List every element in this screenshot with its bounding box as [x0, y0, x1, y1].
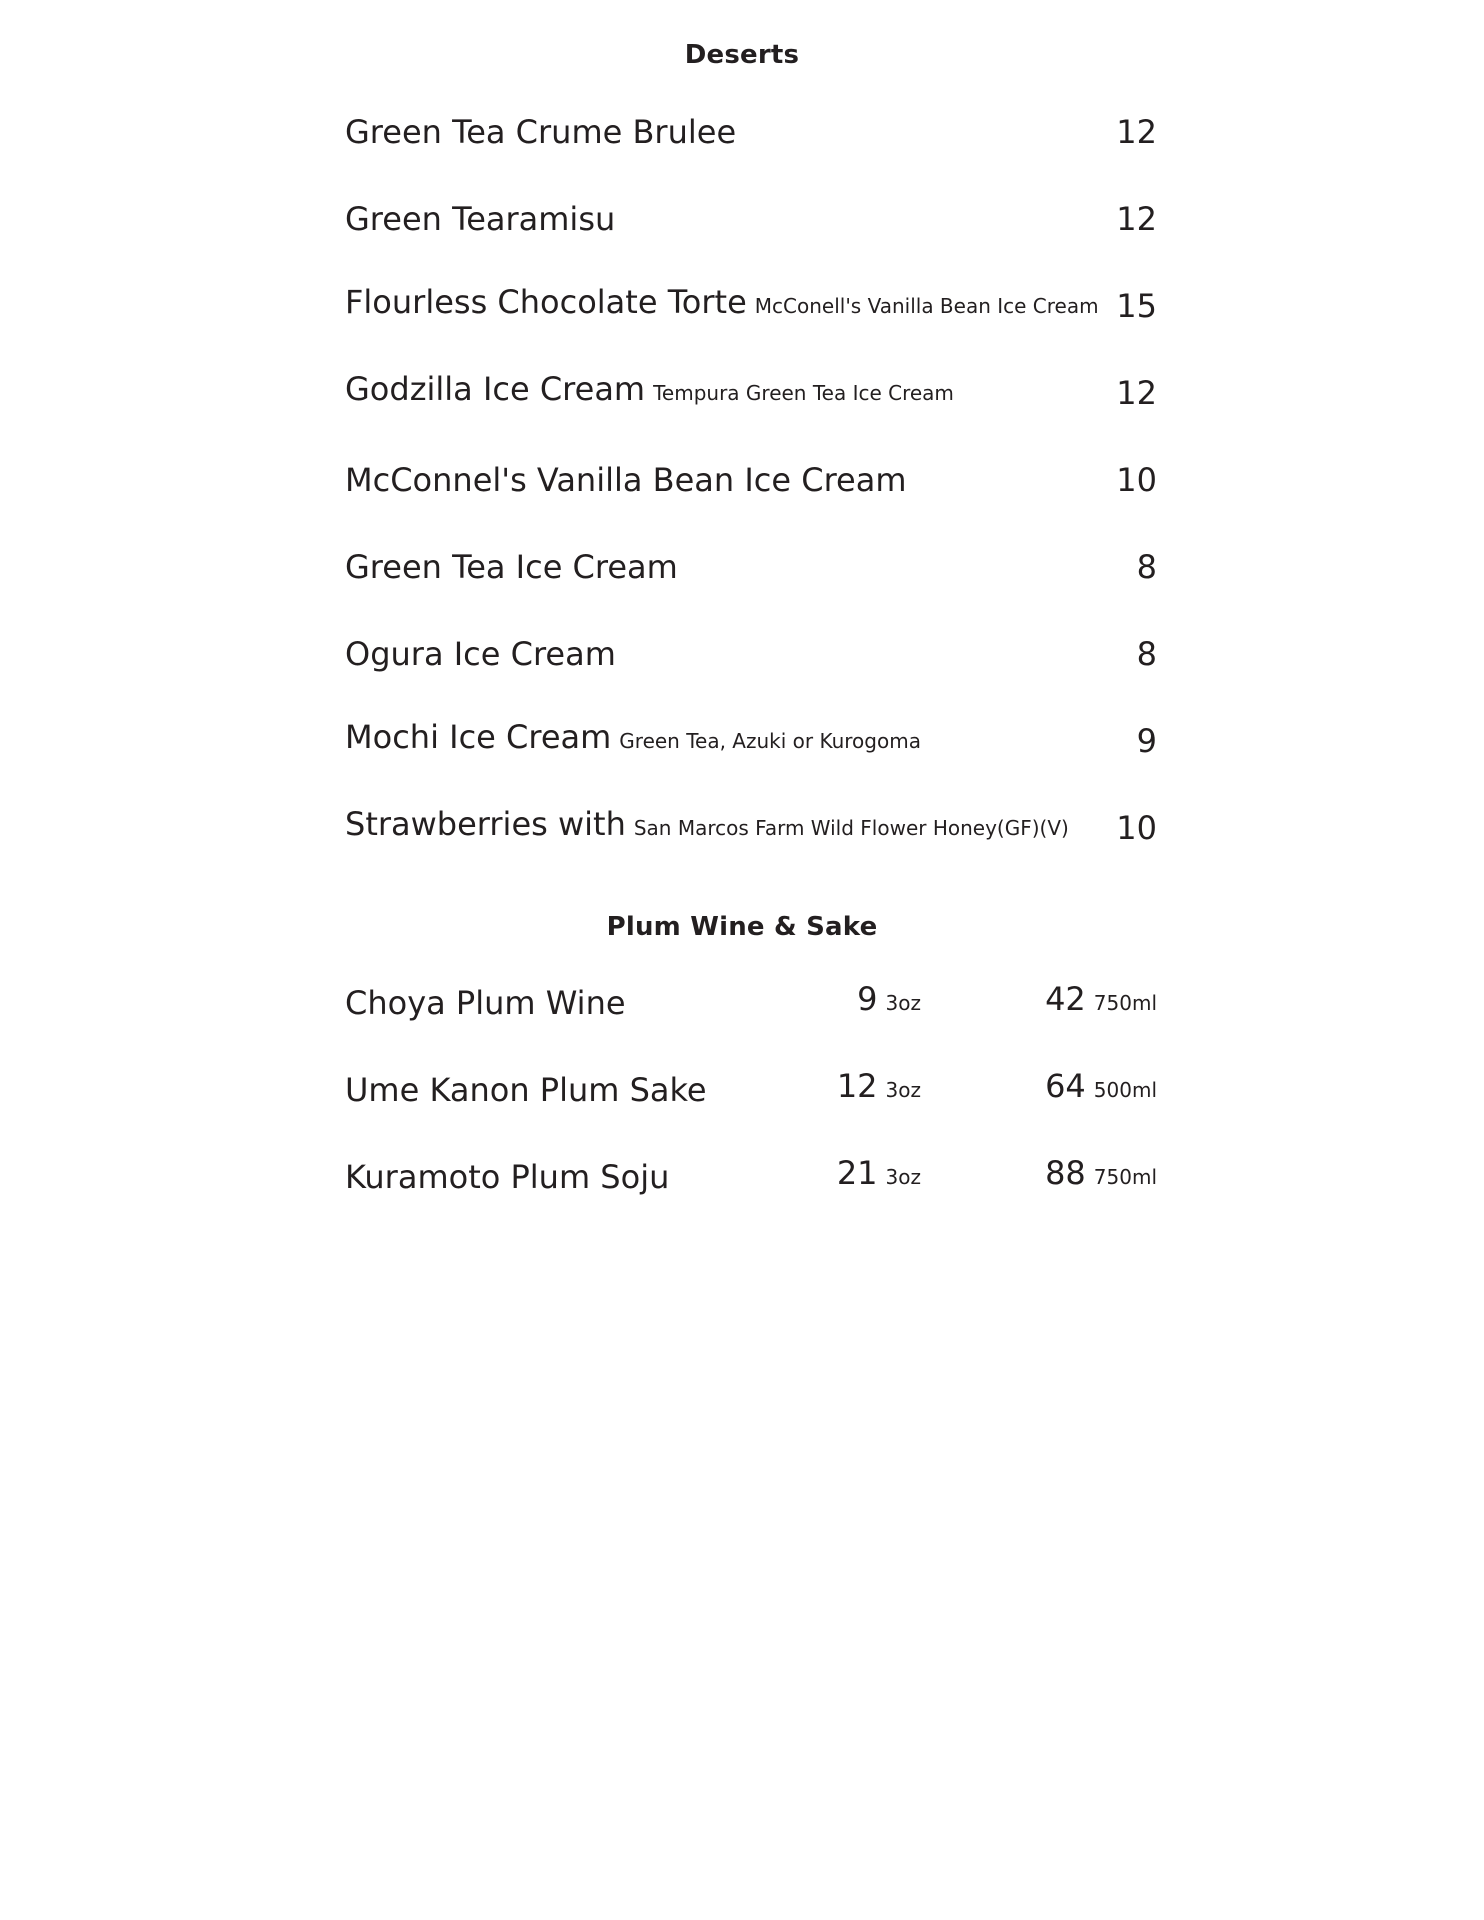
wine-item	[345, 981, 1157, 1031]
dessert-price: 8	[1136, 548, 1157, 586]
dessert-item	[345, 719, 1157, 769]
dessert-name: Green Tearamisu	[345, 200, 616, 238]
wine-bottle-price: 64 500ml	[1045, 1067, 1157, 1105]
dessert-name: Green Tea Crume Brulee	[345, 113, 737, 151]
wine-glass-price: 9 3oz	[857, 980, 921, 1018]
dessert-price: 8	[1136, 635, 1157, 673]
dessert-name: Strawberries with San Marcos Farm Wild Flower Honey(GF)(V)	[345, 805, 1069, 843]
dessert-item	[345, 284, 1157, 334]
dessert-item	[345, 110, 1157, 160]
wine-name: Ume Kanon Plum Sake	[345, 1071, 707, 1109]
dessert-description: Green Tea, Azuki or Kurogoma	[619, 729, 921, 753]
wine-item	[345, 1155, 1157, 1205]
dessert-name: Mochi Ice Cream Green Tea, Azuki or Kurogoma	[345, 718, 921, 756]
desserts-title: Deserts	[684, 40, 800, 70]
dessert-item	[345, 458, 1157, 508]
wine-glass-unit: 3oz	[885, 991, 921, 1015]
dessert-name: Green Tea Ice Cream	[345, 548, 678, 586]
dessert-name: Flourless Chocolate Torte McConell's Vanilla Bean Ice Cream	[345, 283, 1099, 321]
dessert-item	[345, 197, 1157, 247]
dessert-price: 12	[1116, 113, 1157, 151]
wine-glass-unit: 3oz	[885, 1078, 921, 1102]
plum-wine-title: Plum Wine & Sake	[606, 912, 878, 942]
dessert-name: Godzilla Ice Cream Tempura Green Tea Ice Cream	[345, 370, 954, 408]
dessert-item	[345, 632, 1157, 682]
wine-name: Kuramoto Plum Soju	[345, 1158, 670, 1196]
wine-name: Choya Plum Wine	[345, 984, 626, 1022]
dessert-description: San Marcos Farm Wild Flower Honey(GF)(V)	[633, 816, 1069, 840]
dessert-price: 12	[1116, 374, 1157, 412]
wine-bottle-price: 88 750ml	[1045, 1154, 1157, 1192]
wine-glass-price: 12 3oz	[836, 1067, 921, 1105]
dessert-description: McConell's Vanilla Bean Ice Cream	[754, 294, 1099, 318]
dessert-price: 15	[1116, 287, 1157, 325]
wine-bottle-unit: 750ml	[1093, 991, 1157, 1015]
wine-bottle-unit: 500ml	[1093, 1078, 1157, 1102]
wine-glass-price: 21 3oz	[836, 1154, 921, 1192]
dessert-price: 9	[1136, 722, 1157, 760]
dessert-description: Tempura Green Tea Ice Cream	[653, 381, 954, 405]
dessert-item	[345, 371, 1157, 421]
wine-bottle-unit: 750ml	[1093, 1165, 1157, 1189]
dessert-item	[345, 545, 1157, 595]
wine-glass-unit: 3oz	[885, 1165, 921, 1189]
wine-bottle-price: 42 750ml	[1045, 980, 1157, 1018]
dessert-name: McConnel's Vanilla Bean Ice Cream	[345, 461, 907, 499]
dessert-name: Ogura Ice Cream	[345, 635, 616, 673]
dessert-price: 10	[1116, 809, 1157, 847]
dessert-price: 10	[1116, 461, 1157, 499]
wine-item	[345, 1068, 1157, 1118]
dessert-item	[345, 806, 1157, 856]
dessert-price: 12	[1116, 200, 1157, 238]
